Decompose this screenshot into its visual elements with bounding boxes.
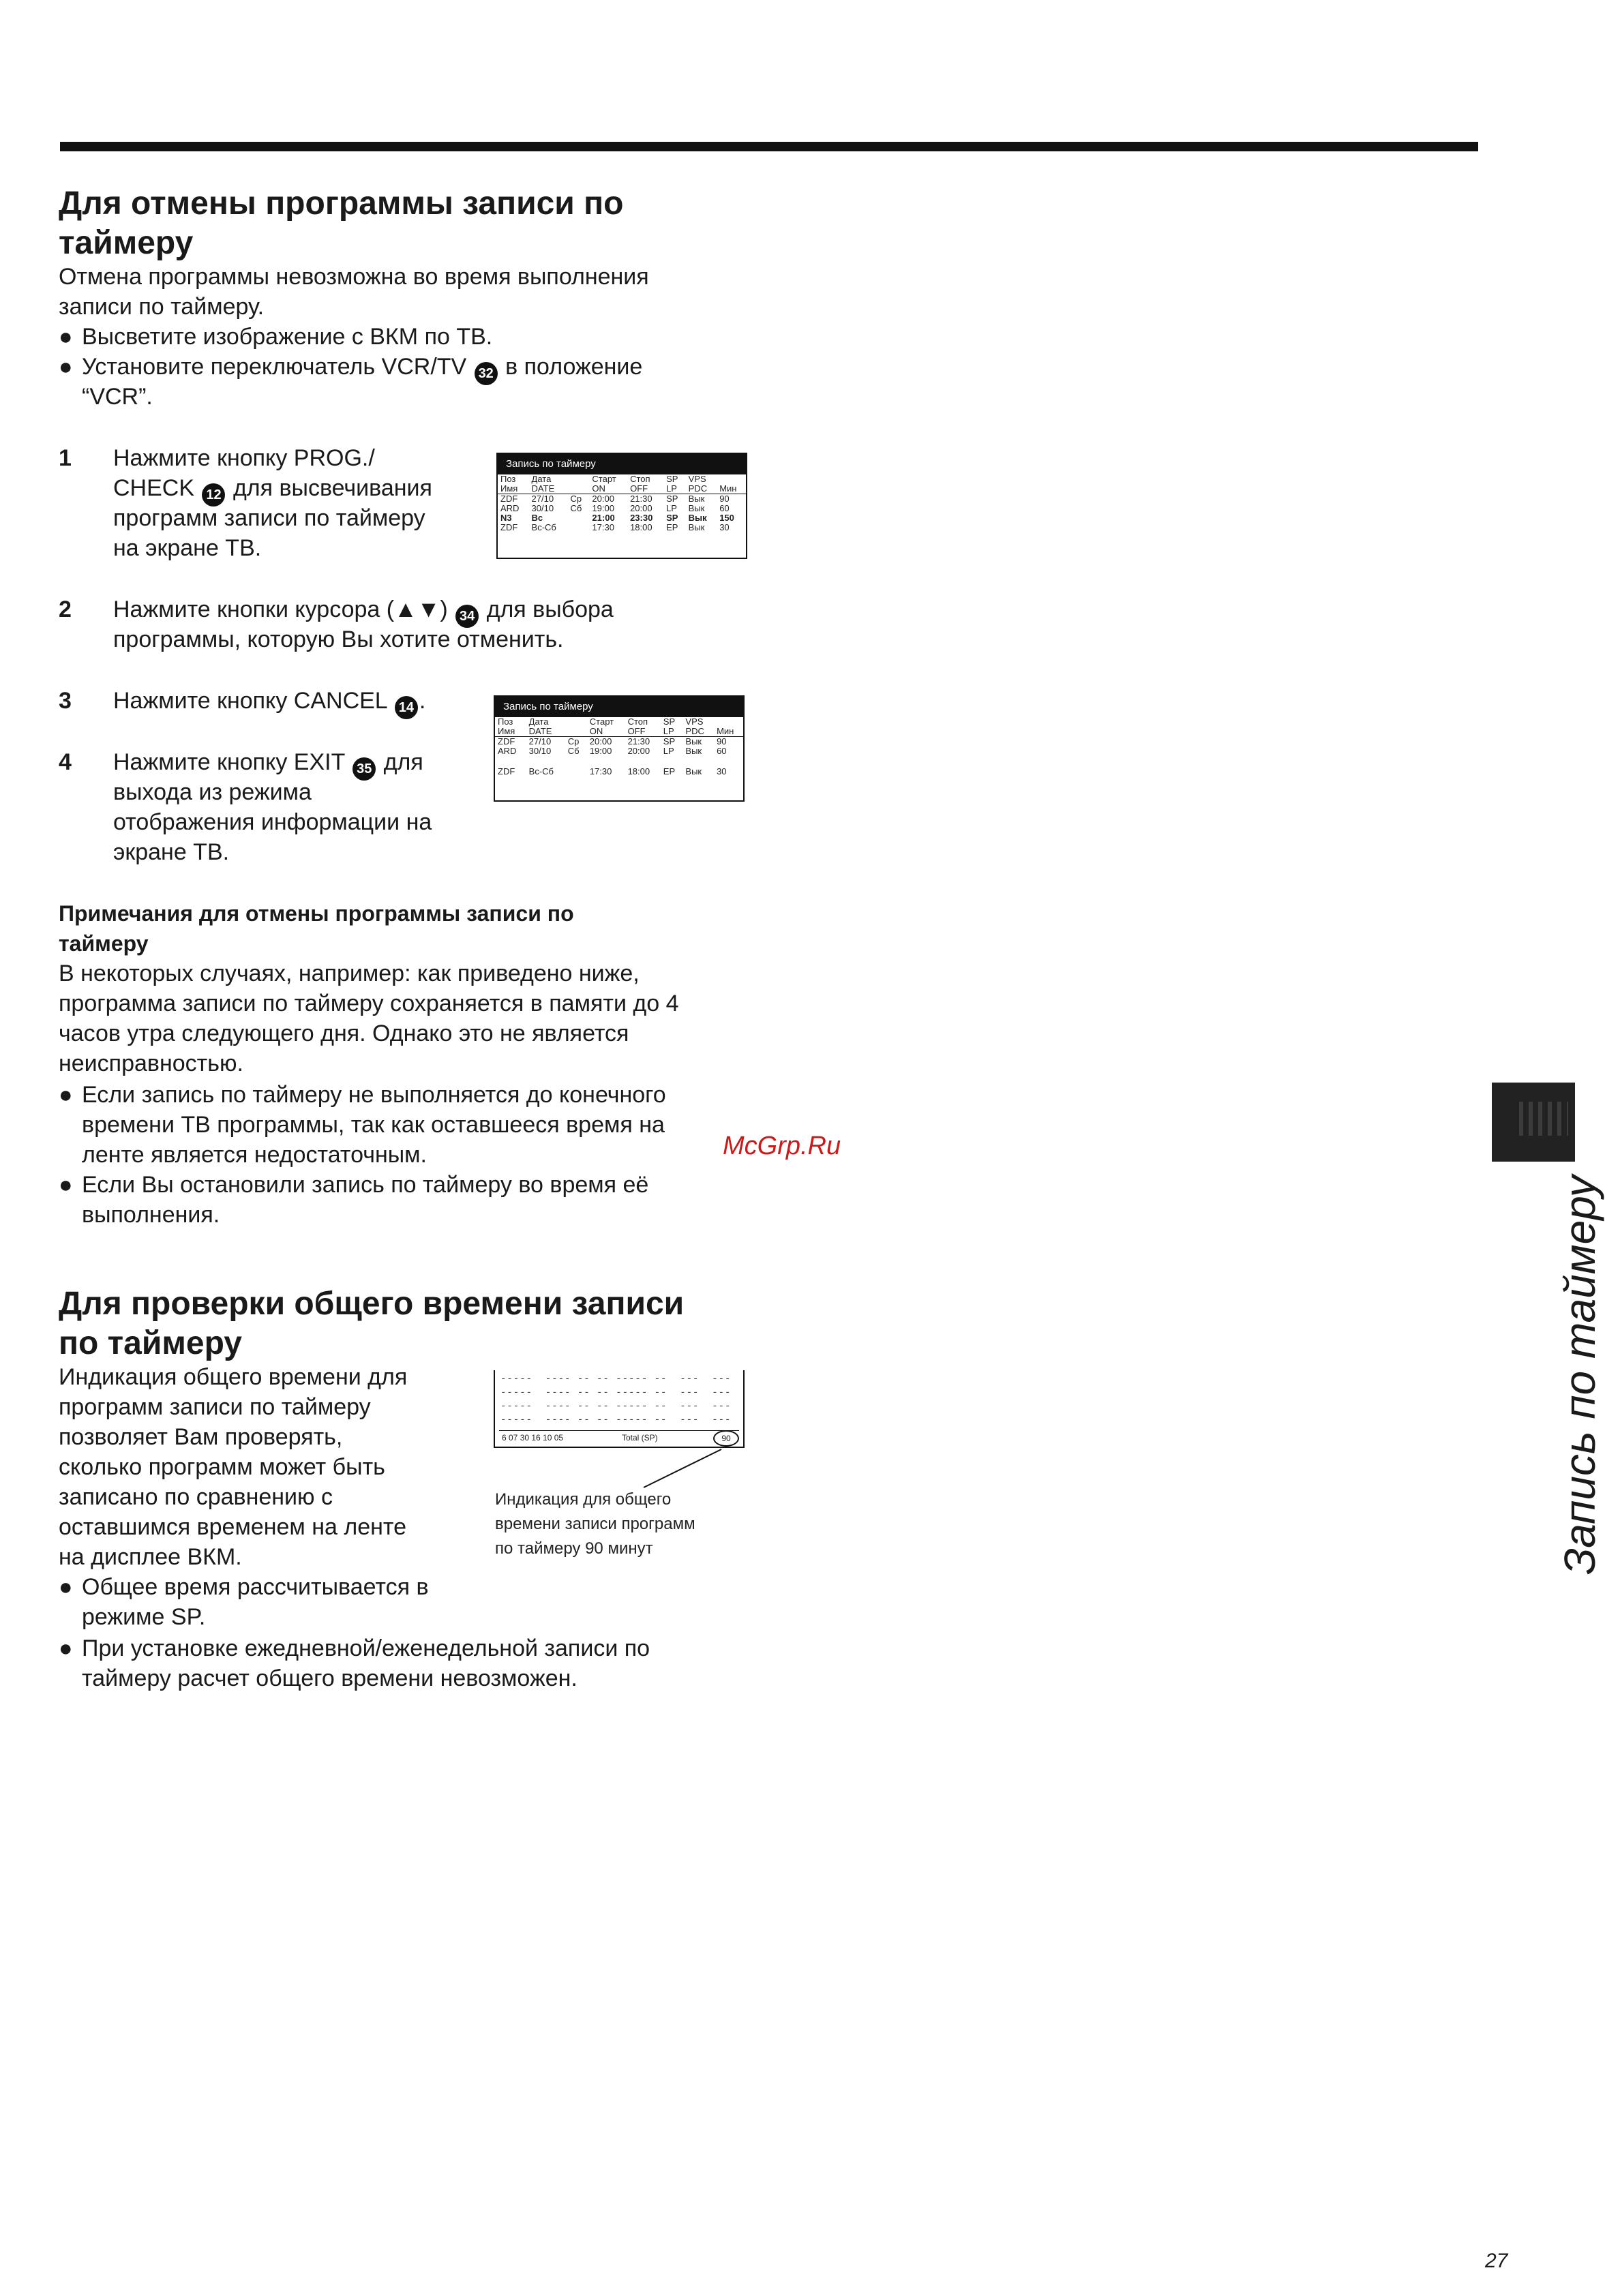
osd-table xyxy=(495,717,743,776)
bullet-dot: ● xyxy=(59,1082,73,1108)
divider xyxy=(499,1430,739,1431)
display-counter: 6 07 30 16 10 05 xyxy=(502,1433,564,1442)
step-4-line3: отображения информации на xyxy=(113,809,432,835)
section2-line1: Индикация общего времени для xyxy=(59,1364,408,1390)
osd-row: ZDF Вс-Сб 17:30 18:00 EP Вык 30 xyxy=(498,766,727,776)
badge-35: 35 xyxy=(352,757,376,781)
step-1-line1: Нажмите кнопку PROG./ xyxy=(113,445,375,471)
dash-row: ----- ---- -- -- ----- -- --- --- xyxy=(500,1374,732,1385)
page-number: 27 xyxy=(1485,2250,1508,2272)
section2-line2: программ записи по таймеру xyxy=(59,1394,371,1420)
section2-line5: записано по сравнению с xyxy=(59,1484,333,1510)
osd-title: Запись по таймеру xyxy=(495,697,743,717)
bullet-text: При установке ежедневной/еженедельной записи по xyxy=(82,1635,650,1661)
step-4-line1: Нажмите кнопку EXIT 35 для xyxy=(113,747,423,781)
bullet-text: Высветите изображение с ВКМ по ТВ. xyxy=(82,324,493,350)
section2-title-line1: Для проверки общего времени записи xyxy=(59,1286,685,1322)
bullet-dot: ● xyxy=(59,1574,73,1600)
total-time-value: 90 xyxy=(713,1430,739,1447)
notes-title-line2: таймеру xyxy=(59,931,149,956)
osd-timer-list-1 xyxy=(496,453,747,559)
section1-title-line2: таймеру xyxy=(59,225,194,261)
step-4-line2: выхода из режима xyxy=(113,779,312,805)
badge-14: 14 xyxy=(395,696,418,719)
step-1-line3: программ записи по таймеру xyxy=(113,505,425,531)
badge-32: 32 xyxy=(475,362,498,385)
osd-header-row: Имя DATE ON OFF LP PDC Мин xyxy=(498,484,746,494)
side-tab-block xyxy=(1492,1083,1575,1162)
leader-line xyxy=(641,1448,723,1489)
badge-34: 34 xyxy=(455,605,479,628)
bullet-text: Если Вы остановили запись по таймеру во время её xyxy=(82,1172,649,1198)
osd-row: ZDF 27/10 Ср 20:00 21:30 SP Вык 90 xyxy=(500,494,730,504)
osd-header-row: Поз Дата Старт Стоп SP VPS xyxy=(498,716,704,727)
bullet-text: “VCR”. xyxy=(82,384,153,410)
side-section-title: Запись по таймеру xyxy=(1555,1175,1604,1575)
section1-intro-line2: записи по таймеру. xyxy=(59,294,265,320)
bullet-text: Установите переключатель VCR/TV 32 в положение xyxy=(82,352,791,385)
notes-line3: часов утра следующего дня. Однако это не является xyxy=(59,1021,629,1046)
total-time-display xyxy=(494,1370,745,1448)
bullet-text: Общее время рассчитывается в xyxy=(82,1574,429,1600)
osd-header-row: Имя DATE ON OFF LP PDC Мин xyxy=(495,727,743,737)
osd-row-selected: N3 Вс 21:00 23:30 SP Вык 150 xyxy=(500,513,734,523)
section2-title-line2: по таймеру xyxy=(59,1325,242,1361)
osd-row: ZDF 27/10 Ср 20:00 21:30 SP Вык 90 xyxy=(498,736,727,746)
badge-12: 12 xyxy=(202,483,225,507)
step-2-line1: Нажмите кнопки курсора (▲▼) 34 для выбора xyxy=(113,594,614,628)
osd-header-row: Поз Дата Старт Стоп SP VPS xyxy=(500,474,706,484)
top-rule xyxy=(60,142,1478,151)
step-3-number: 3 xyxy=(59,688,72,714)
dash-row: ----- ---- -- -- ----- -- --- --- xyxy=(500,1387,732,1398)
step-4-line4: экране ТВ. xyxy=(113,839,230,865)
bullet-text: Если запись по таймеру не выполняется до конечного xyxy=(82,1082,666,1108)
notes-line4: неисправностью. xyxy=(59,1051,243,1076)
bullet-dot: ● xyxy=(59,1172,73,1198)
step-1-line2: CHECK 12 для высвечивания xyxy=(113,473,432,507)
step-1-line4: на экране ТВ. xyxy=(113,535,262,561)
section1-intro-line1: Отмена программы невозможна во время выполнения xyxy=(59,264,649,290)
section2-line6: оставшимся временем на ленте xyxy=(59,1514,406,1540)
osd-title: Запись по таймеру xyxy=(498,454,746,474)
section2-line3: позволяет Вам проверять, xyxy=(59,1424,343,1450)
dash-row: ----- ---- -- -- ----- -- --- --- xyxy=(500,1401,732,1412)
notes-title-line1: Примечания для отмены программы записи по xyxy=(59,901,574,926)
notes-line1: В некоторых случаях, например: как приведено ниже, xyxy=(59,961,640,986)
osd-table xyxy=(498,474,746,532)
display-total-label: Total (SP) xyxy=(622,1433,658,1442)
osd-row: ARD 30/10 Сб 19:00 20:00 LP Вык 60 xyxy=(498,746,727,756)
section2-line7: на дисплее ВКМ. xyxy=(59,1544,242,1570)
step-1-number: 1 xyxy=(59,445,72,471)
osd-timer-list-2 xyxy=(494,695,745,802)
watermark: McGrp.Ru xyxy=(723,1132,841,1160)
section1-title-line1: Для отмены программы записи по xyxy=(59,185,624,222)
bullet-dot: ● xyxy=(59,1635,73,1661)
dash-row: ----- ---- -- -- ----- -- --- --- xyxy=(500,1415,732,1425)
osd-row: ZDF Вс-Сб 17:30 18:00 EP Вык 30 xyxy=(500,522,730,532)
notes-line2: программа записи по таймеру сохраняется в памяти до 4 xyxy=(59,991,679,1016)
osd-row-gap xyxy=(495,756,743,767)
osd-row: ARD 30/10 Сб 19:00 20:00 LP Вык 60 xyxy=(500,503,730,513)
section2-line4: сколько программ может быть xyxy=(59,1454,385,1480)
step-3-line1: Нажмите кнопку CANCEL 14 . xyxy=(113,686,425,719)
total-time-caption: Индикация для общего времени записи программ по таймеру 90 минут xyxy=(495,1490,695,1558)
bullet-dot: ● xyxy=(59,354,73,380)
bullet-dot: ● xyxy=(59,324,73,350)
step-4-number: 4 xyxy=(59,749,72,775)
step-2-line2: программы, которую Вы хотите отменить. xyxy=(113,626,564,652)
step-2-number: 2 xyxy=(59,596,72,622)
